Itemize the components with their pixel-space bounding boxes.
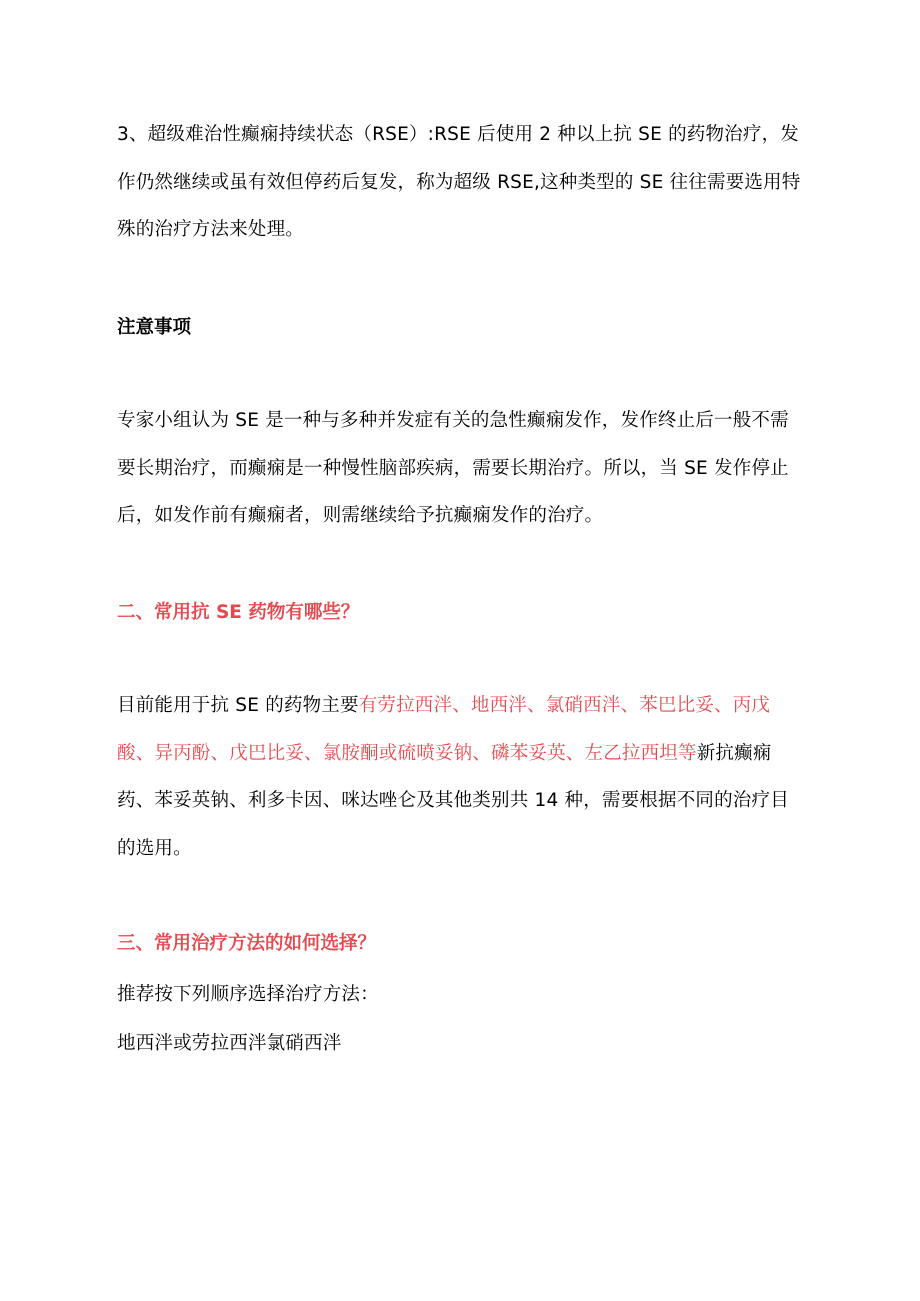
treatment-order-first-line <box>117 1029 807 1059</box>
notes-heading: 注意事项 <box>117 317 192 338</box>
treatment-order-intro-text: 推荐按下列顺序选择治疗方法： <box>117 984 379 1005</box>
drugs-text-highlight: 有劳拉西泮、地西泮、氯硝西泮、苯巴比妥、丙戊酸、异丙酚、戊巴比妥、氯胺酮或硫喷妥钠、磷苯妥英、左乙拉西坦等 <box>117 695 771 764</box>
rse-definition-paragraph <box>117 111 807 254</box>
rse-definition-text: 3、超级难治性癫痫持续状态（RSE）:RSE 后使用 2 种以上抗 SE 的药物治疗，发作仍然继续或虽有效但停药后复发，称为超级 RSE,这种类型的 SE 往往需要选用特殊的治疗方法来处理。 <box>117 124 801 240</box>
treatment-order-first-line-text: 地西泮或劳拉西泮氯硝西泮 <box>117 1033 342 1054</box>
treatment-order-intro <box>117 980 807 1010</box>
notes-paragraph <box>117 397 807 540</box>
drugs-paragraph <box>117 682 807 872</box>
section-three-heading: 三、常用治疗方法的如何选择？ <box>117 933 377 954</box>
drugs-text-prefix: 目前能用于抗 SE 的药物主要 <box>117 695 359 716</box>
section-two-heading: 二、常用抗 SE 药物有哪些？ <box>117 602 360 623</box>
drugs-text-suffix: 新抗癫痫药、苯妥英钠、利多卡因、咪达唑仑及其他类别共 14 种，需要根据不同的治疗目的选用。 <box>117 742 789 859</box>
notes-text: 专家小组认为 SE 是一种与多种并发症有关的急性癫痫发作，发作终止后一般不需要长期治疗，而癫痫是一种慢性脑部疾病，需要长期治疗。所以，当 SE 发作停止后，如发作前有癫痫者，则需继续给予抗癫痫发作的治疗。 <box>117 410 789 526</box>
